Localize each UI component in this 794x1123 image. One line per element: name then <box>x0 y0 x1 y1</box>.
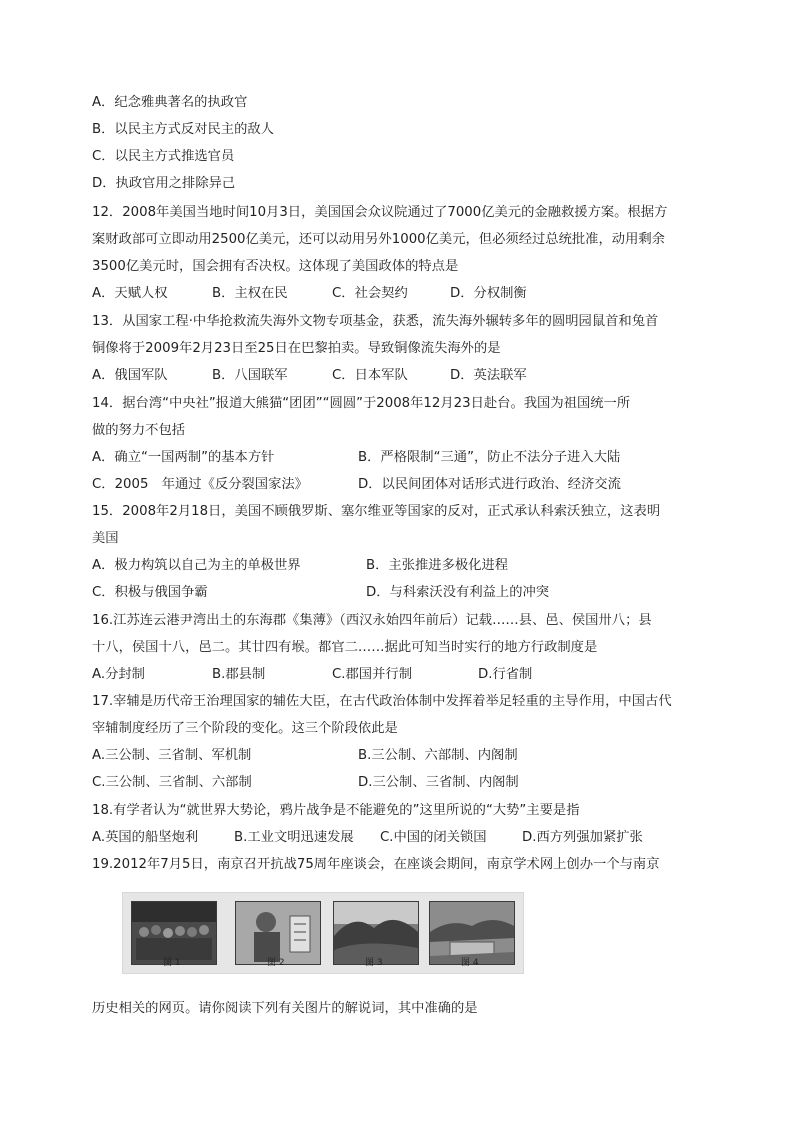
question-13-line1: 13．从国家工程·中华抢救流失海外文物专项基金，获悉，流失海外辗转多年的圆明园鼠首和兔首 <box>92 314 659 329</box>
option: C．2005 年通过《反分裂国家法》 <box>92 477 308 492</box>
option: C．积极与俄国争霸 <box>92 585 208 600</box>
question-19-line1: 19.2012年7月5日，南京召开抗战75周年座谈会，在座谈会期间，南京学术网上创办一个与南京 <box>92 857 660 872</box>
question-16-line2: 十八，侯国十八，邑二。其廿四有堠。都官二……据此可知当时实行的地方行政制度是 <box>92 640 598 655</box>
option: A.英国的船坚炮利 <box>92 830 199 845</box>
question-14-line1: 14．据台湾“中央社”报道大熊猫“团团”“圆圆”于2008年12月23日赴台。我国为祖国统一所 <box>92 396 631 411</box>
option: A．俄国军队 <box>92 368 168 383</box>
option: A．极力构筑以自己为主的单极世界 <box>92 558 301 573</box>
option: B．主权在民 <box>212 286 288 301</box>
question-19-line2: 历史相关的网页。请你阅读下列有关图片的解说词，其中准确的是 <box>92 1001 478 1016</box>
option: A.三公制、三省制、军机制 <box>92 748 252 763</box>
option: C.中国的闭关锁国 <box>380 830 487 845</box>
option: C．社会契约 <box>332 286 408 301</box>
question-12-line3: 3500亿美元时，国会拥有否决权。这体现了美国政体的特点是 <box>92 259 459 274</box>
question-12-line1: 12．2008年美国当地时间10月3日，美国国会众议院通过了7000亿美元的金融救援方案。根据方 <box>92 205 668 220</box>
option: D．与科索沃没有利益上的冲突 <box>366 585 550 600</box>
figure-1-label: 图 1 <box>163 958 181 968</box>
figure-3-label: 图 3 <box>365 958 383 968</box>
option: A.分封制 <box>92 667 145 682</box>
option: B.工业文明迅速发展 <box>234 830 354 845</box>
figure-4-label: 图 4 <box>461 958 479 968</box>
question-17-line2: 宰辅制度经历了三个阶段的变化。这三个阶段依此是 <box>92 721 398 736</box>
option-a-q11: A．纪念雅典著名的执政官 <box>92 95 248 110</box>
question-12-line2: 案财政部可立即动用2500亿美元，还可以动用另外1000亿美元，但必须经过总统批准，动用剩余 <box>92 232 665 247</box>
question-16-line1: 16.江苏连云港尹湾出土的东海郡《集薄》（西汉永始四年前后）记载……县、邑、侯国卅八；县 <box>92 613 652 628</box>
question-18-line1: 18.有学者认为“就世界大势论，鸦片战争是不能避免的”这里所说的“大势”主要是指 <box>92 803 580 818</box>
option: A．天赋人权 <box>92 286 168 301</box>
historical-photos-strip <box>122 892 524 974</box>
option: D.三公制、三省制、内阁制 <box>358 775 519 790</box>
question-17-line1: 17.宰辅是历代帝王治理国家的辅佐大臣，在古代政治体制中发挥着举足轻重的主导作用，中国古代 <box>92 694 672 709</box>
question-15-line1: 15．2008年2月18日，美国不顾俄罗斯、塞尔维亚等国家的反对，正式承认科索沃独立，这表明 <box>92 504 661 519</box>
option: A．确立“一国两制”的基本方针 <box>92 450 275 465</box>
option: D．英法联军 <box>450 368 527 383</box>
option: B．严格限制“三通”，防止不法分子进入大陆 <box>358 450 621 465</box>
option-d-q11: D．执政官用之排除异己 <box>92 176 236 191</box>
option: D.行省制 <box>478 667 533 682</box>
option: B.郡县制 <box>212 667 266 682</box>
question-13-line2: 铜像将于2009年2月23日至25日在巴黎拍卖。导致铜像流失海外的是 <box>92 341 501 356</box>
figure-2-label: 图 2 <box>267 958 285 968</box>
option: D．以民间团体对话形式进行政治、经济交流 <box>358 477 621 492</box>
option: C.三公制、三省制、六部制 <box>92 775 252 790</box>
option: B．主张推进多极化进程 <box>366 558 509 573</box>
question-15-line2: 美国 <box>92 531 119 546</box>
option: B．八国联军 <box>212 368 288 383</box>
option-b-q11: B．以民主方式反对民主的敌人 <box>92 122 274 137</box>
question-14-line2: 做的努力不包括 <box>92 423 186 438</box>
option-c-q11: C．以民主方式推选官员 <box>92 149 235 164</box>
option: D.西方列强加紧扩张 <box>522 830 643 845</box>
option: D．分权制衡 <box>450 286 527 301</box>
option: C．日本军队 <box>332 368 408 383</box>
option: C.郡国并行制 <box>332 667 412 682</box>
option: B.三公制、六部制、内阁制 <box>358 748 518 763</box>
